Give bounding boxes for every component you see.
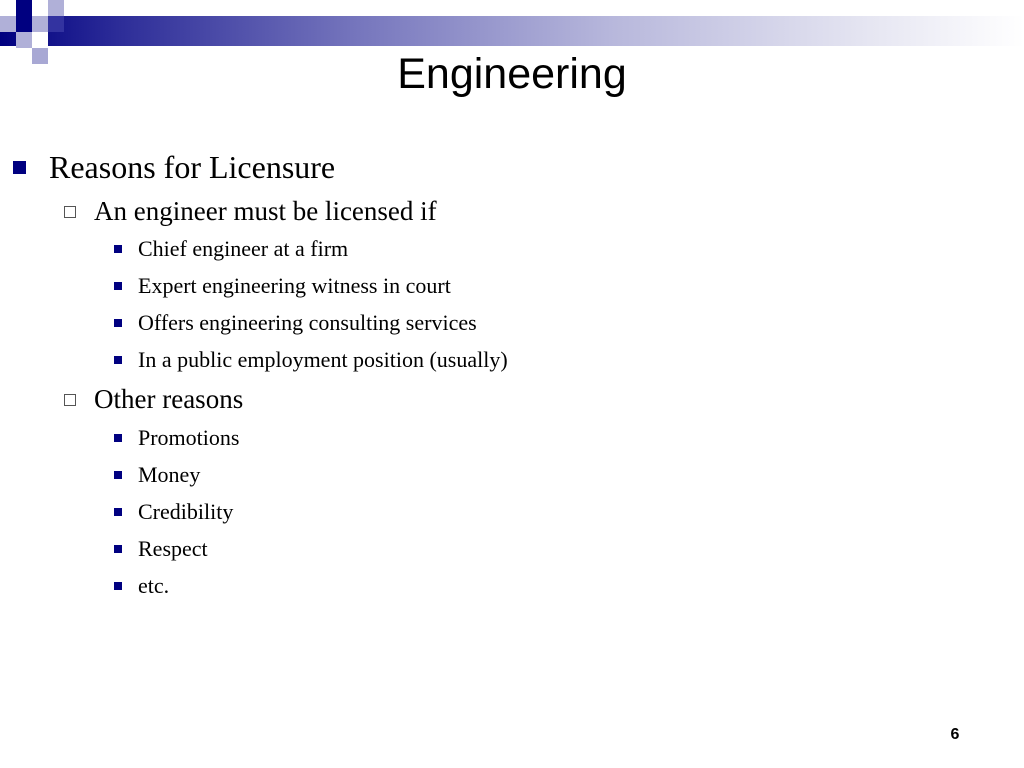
list-item: etc.: [138, 573, 170, 598]
decorative-square: [0, 16, 16, 32]
list-item: Expert engineering witness in court: [138, 273, 451, 298]
small-square-bullet-icon: [114, 282, 122, 290]
sub-bullet-text: Other reasons: [94, 384, 244, 414]
slide-title: Engineering: [397, 50, 627, 98]
decorative-square: [32, 16, 48, 32]
sub-bullet-text: An engineer must be licensed if: [94, 196, 437, 226]
hollow-square-bullet-icon: [64, 206, 76, 218]
decorative-square: [16, 32, 32, 48]
small-square-bullet-icon: [114, 245, 122, 253]
main-bullet-text: Reasons for Licensure: [49, 149, 336, 185]
decorative-square: [48, 0, 64, 16]
hollow-square-bullet-icon: [64, 394, 76, 406]
list-item: Offers engineering consulting services: [138, 310, 477, 335]
page-number: 6: [950, 726, 960, 743]
small-square-bullet-icon: [114, 582, 122, 590]
list-item: Chief engineer at a firm: [138, 236, 349, 261]
small-square-bullet-icon: [114, 319, 122, 327]
decorative-square: [32, 0, 48, 16]
small-square-bullet-icon: [114, 356, 122, 364]
decorative-square: [16, 0, 32, 16]
list-item: Respect: [138, 536, 208, 561]
small-square-bullet-icon: [114, 434, 122, 442]
square-bullet-icon: [13, 161, 26, 174]
list-item: Promotions: [138, 425, 240, 450]
decorative-square: [32, 32, 48, 48]
list-item: In a public employment position (usually): [138, 347, 508, 372]
list-item: Credibility: [138, 499, 234, 524]
small-square-bullet-icon: [114, 508, 122, 516]
small-square-bullet-icon: [114, 471, 122, 479]
header-gradient-band: [0, 16, 1024, 46]
decorative-square: [16, 16, 32, 32]
list-item: Money: [138, 462, 201, 487]
small-square-bullet-icon: [114, 545, 122, 553]
decorative-square: [0, 0, 16, 16]
decorative-square: [48, 16, 64, 32]
